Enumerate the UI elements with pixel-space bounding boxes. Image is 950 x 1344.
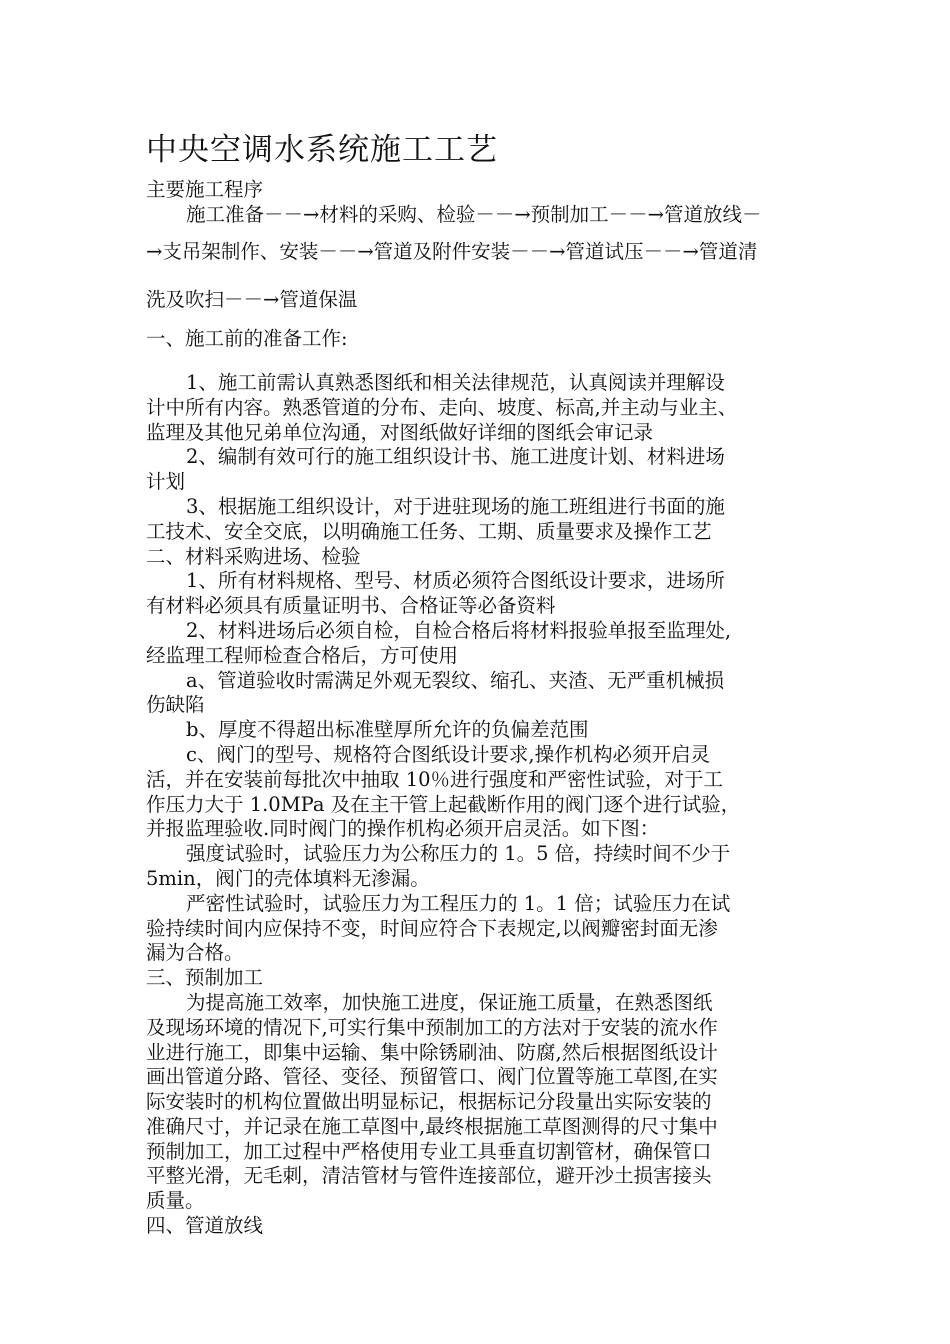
paragraph-line: 严密性试验时，试验压力为工程压力的 1。1 倍；试验压力在试 [186,891,731,915]
paragraph-line: b、厚度不得超出标准壁厚所允许的负偏差范围 [186,718,589,742]
paragraph-line: 强度试验时，试验压力为公称压力的 1。5 倍，持续时间不少于 [186,842,731,866]
section-heading: 四、管道放线 [146,1214,264,1238]
paragraph-line: 质量。 [146,1189,205,1213]
procedure-line: 施工准备－－→材料的采购、检验－－→预制加工－－→管道放线－ [186,202,762,226]
paragraph-line: 1、所有材料规格、型号、材质必须符合图纸设计要求，进场所 [186,569,725,593]
paragraph-line: 并报监理验收.同时阀门的操作机构必须开启灵活。如下图： [146,817,660,841]
section-heading: 三、预制加工 [146,966,264,990]
paragraph-line: 为提高施工效率，加快施工进度，保证施工质量，在熟悉图纸 [186,990,713,1014]
paragraph-line: 监理及其他兄弟单位沟通，对图纸做好详细的图纸会审记录 [146,420,654,444]
paragraph-line: 活，并在安装前每批次中抽取 10％进行强度和严密性试验，对于工 [146,767,724,791]
paragraph-line: 作压力大于 1.0MPa 及在主干管上起截断作用的阀门逐个进行试验， [146,792,741,816]
procedure-line: 洗及吹扫－－→管道保温 [146,288,358,312]
paragraph-line: 工技术、安全交底，以明确施工任务、工期、质量要求及操作工艺 [146,519,712,543]
paragraph-line: a、管道验收时需满足外观无裂纹、缩孔、夹渣、无严重机械损 [186,668,725,692]
section-heading: 二、材料采购进场、检验 [146,544,361,568]
paragraph-line: 漏为合格。 [146,941,244,965]
paragraph-line: 计划 [146,470,186,494]
paragraph-line: 1、施工前需认真熟悉图纸和相关法律规范，认真阅读并理解设 [186,370,725,394]
section-heading: 一、施工前的准备工作: [146,327,348,351]
paragraph-line: 3、根据施工组织设计，对于进驻现场的施工班组进行书面的施 [186,494,725,518]
paragraph-line: 5min，阀门的壳体填料无渗漏。 [146,866,430,890]
paragraph-line: 画出管道分路、管径、变径、预留管口、阀门位置等施工草图,在实 [146,1065,718,1089]
procedure-line: →支吊架制作、安装－－→管道及附件安装－－→管道试压－－→管道清 [146,239,758,263]
paragraph-line: 2、编制有效可行的施工组织设计书、施工进度计划、材料进场 [186,445,725,469]
document-page [146,128,816,1239]
paragraph-line: 计中所有内容。熟悉管道的分布、走向、坡度、标高,并主动与业主、 [146,395,738,419]
paragraph-line: 及现场环境的情况下,可实行集中预制加工的方法对于安装的流水作 [146,1015,718,1039]
paragraph-line: 业进行施工，即集中运输、集中除锈刷油、防腐,然后根据图纸设计 [146,1040,718,1064]
paragraph-line: 验持续时间内应保持不变，时间应符合下表规定,以阀瓣密封面无渗 [146,916,718,940]
paragraph-line: c、阀门的型号、规格符合图纸设计要求,操作机构必须开启灵 [186,742,711,766]
paragraph-line: 伤缺陷 [146,693,205,717]
paragraph-line: 准确尺寸，并记录在施工草图中,最终根据施工草图测得的尺寸集中 [146,1114,718,1138]
intro-heading: 主要施工程序 [146,178,264,201]
paragraph-line: 预制加工，加工过程中严格使用专业工具垂直切割管材，确保管口 [146,1139,712,1163]
paragraph-line: 2、材料进场后必须自检，自检合格后将材料报验单报至监理处, [186,618,732,642]
paragraph-line: 际安装时的机构位置做出明显标记，根据标记分段量出实际安装的 [146,1090,712,1114]
paragraph-line: 经监理工程师检查合格后，方可使用 [146,643,459,667]
paragraph-line: 有材料必须具有质量证明书、合格证等必备资料 [146,594,556,618]
document-title: 中央空调水系统施工工艺 [146,132,498,168]
paragraph-line: 平整光滑，无毛刺，清洁管材与管件连接部位，避开沙土损害接头 [146,1164,712,1188]
